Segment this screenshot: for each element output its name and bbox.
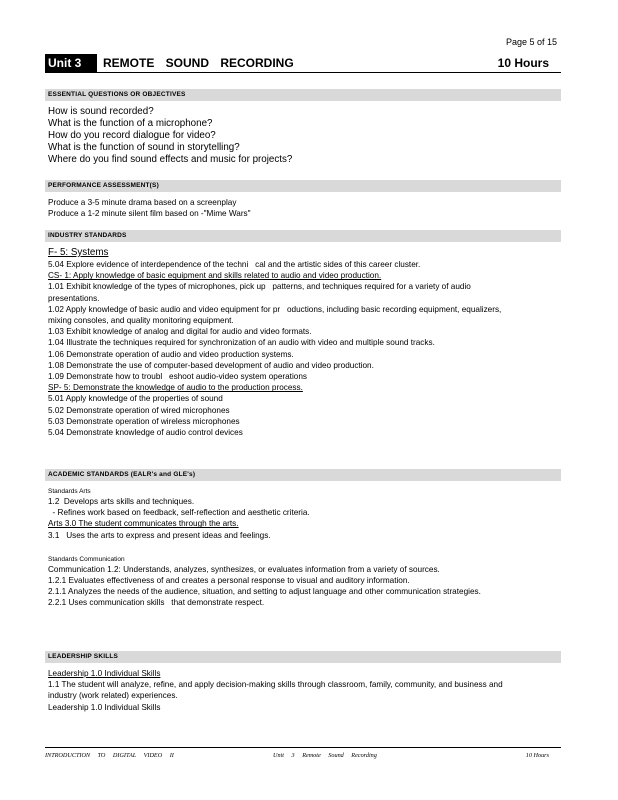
- leadership-skills-band: LEADERSHIP SKILLS: [45, 651, 561, 663]
- academic-standard-line: 1.2 Develops arts skills and techniques.: [48, 497, 195, 506]
- footer-course: INTRODUCTION TO DIGITAL VIDEO II: [45, 752, 174, 759]
- academic-standard-heading: Arts 3.0 The student communicates through the arts.: [48, 519, 239, 529]
- industry-standards-band: INDUSTRY STANDARDS: [45, 230, 561, 242]
- unit-hours: 10 Hours: [497, 56, 549, 70]
- industry-standard-line: 5.02 Demonstrate operation of wired microphones: [48, 405, 230, 415]
- essential-questions-list: [48, 106, 558, 166]
- academic-standard-line: Standards Communication: [48, 555, 125, 563]
- industry-standard-line: 1.09 Demonstrate how to troubl eshoot audio-video system operations: [48, 372, 307, 382]
- academic-standard-line: 3.1 Uses the arts to express and present ideas and feelings.: [48, 530, 271, 540]
- industry-standard-line: 1.03 Exhibit knowledge of analog and digital for audio and video formats.: [48, 327, 312, 337]
- leadership-skill-line: 1.1 The student will analyze, refine, and apply decision-making skills through classroom, family, community, and business and: [48, 680, 503, 690]
- essential-question: What is the function of a microphone?: [48, 118, 213, 129]
- industry-standard-line: 1.08 Demonstrate the use of computer-based development of audio and video production.: [48, 360, 374, 370]
- industry-standard-line: 1.06 Demonstrate operation of audio and video production systems.: [48, 349, 294, 359]
- industry-standard-heading: F- 5: Systems: [48, 247, 109, 258]
- essential-question: How is sound recorded?: [48, 106, 154, 117]
- industry-standard-line: 1.04 Illustrate the techniques required for synchronization of an audio with video and multiple sound tracks.: [48, 338, 435, 348]
- performance-item: Produce a 3-5 minute drama based on a screenplay: [48, 198, 237, 207]
- industry-standard-line: mixing consoles, and quality monitoring equipment.: [48, 316, 234, 326]
- page-footer: [45, 747, 561, 759]
- industry-standard-line: 5.04 Explore evidence of interdependence of the techni cal and the artistic sides of this career cluster.: [48, 260, 421, 269]
- industry-standard-heading: CS- 1: Apply knowledge of basic equipment and skills related to audio and video production.: [48, 271, 382, 281]
- industry-standard-line: 1.01 Exhibit knowledge of the types of microphones, pick up patterns, and techniques required for a variety of audio: [48, 282, 471, 292]
- industry-standard-line: 5.03 Demonstrate operation of wireless microphones: [48, 416, 240, 426]
- leadership-skill-heading: Leadership 1.0 Individual Skills: [48, 669, 161, 678]
- industry-standards-list: [48, 247, 558, 438]
- essential-question: How do you record dialogue for video?: [48, 130, 216, 141]
- performance-assessment-band: PERFORMANCE ASSESSMENT(S): [45, 180, 561, 192]
- leadership-skills-list: [48, 668, 558, 713]
- unit-label: Unit 3: [45, 54, 97, 72]
- footer-unit: Unit 3 Remote Sound Recording: [273, 752, 377, 759]
- page-number: Page 5 of 15: [505, 37, 557, 47]
- academic-standard-line: Standards Arts: [48, 488, 91, 495]
- academic-standards-list: [48, 487, 558, 609]
- performance-item: Produce a 1-2 minute silent film based on -"Mime Wars": [48, 209, 251, 219]
- essential-questions-band: ESSENTIAL QUESTIONS OR OBJECTIVES: [45, 89, 561, 101]
- industry-standard-line: 1.02 Apply knowledge of basic audio and video equipment for pr oductions, including basic recording equipment, equalizers,: [48, 304, 502, 314]
- academic-standard-line: - Refines work based on feedback, self-reflection and aesthetic criteria.: [48, 508, 310, 518]
- unit-title: REMOTE SOUND RECORDING: [103, 56, 294, 70]
- industry-standard-line: 5.01 Apply knowledge of the properties of sound: [48, 394, 223, 404]
- academic-standard-line: 1.2.1 Evaluates effectiveness of and creates a personal response to visual and auditory information.: [48, 576, 410, 586]
- academic-standard-line: Communication 1.2: Understands, analyzes, synthesizes, or evaluates information from a variety of sources.: [48, 564, 440, 574]
- unit-header: [45, 54, 561, 73]
- performance-assessment-list: [48, 197, 558, 219]
- essential-question: What is the function of sound in storytelling?: [48, 142, 240, 153]
- leadership-skill-line: Leadership 1.0 Individual Skills: [48, 702, 161, 712]
- industry-standard-line: presentations.: [48, 293, 100, 303]
- academic-standard-line: 2.1.1 Analyzes the needs of the audience, situation, and setting to adjust language and other communication strategies.: [48, 587, 481, 597]
- industry-standard-heading: SP- 5: Demonstrate the knowledge of audio to the production process.: [48, 383, 303, 393]
- essential-question: Where do you find sound effects and music for projects?: [48, 154, 293, 165]
- industry-standard-line: 5.04 Demonstrate knowledge of audio control devices: [48, 428, 243, 438]
- academic-standards-band: ACADEMIC STANDARDS (EALR's and GLE's): [45, 469, 561, 481]
- academic-standard-line: 2.2.1 Uses communication skills that demonstrate respect.: [48, 598, 265, 608]
- leadership-skill-line: industry (work related) experiences.: [48, 691, 178, 701]
- footer-hours: 10 Hours: [525, 752, 549, 759]
